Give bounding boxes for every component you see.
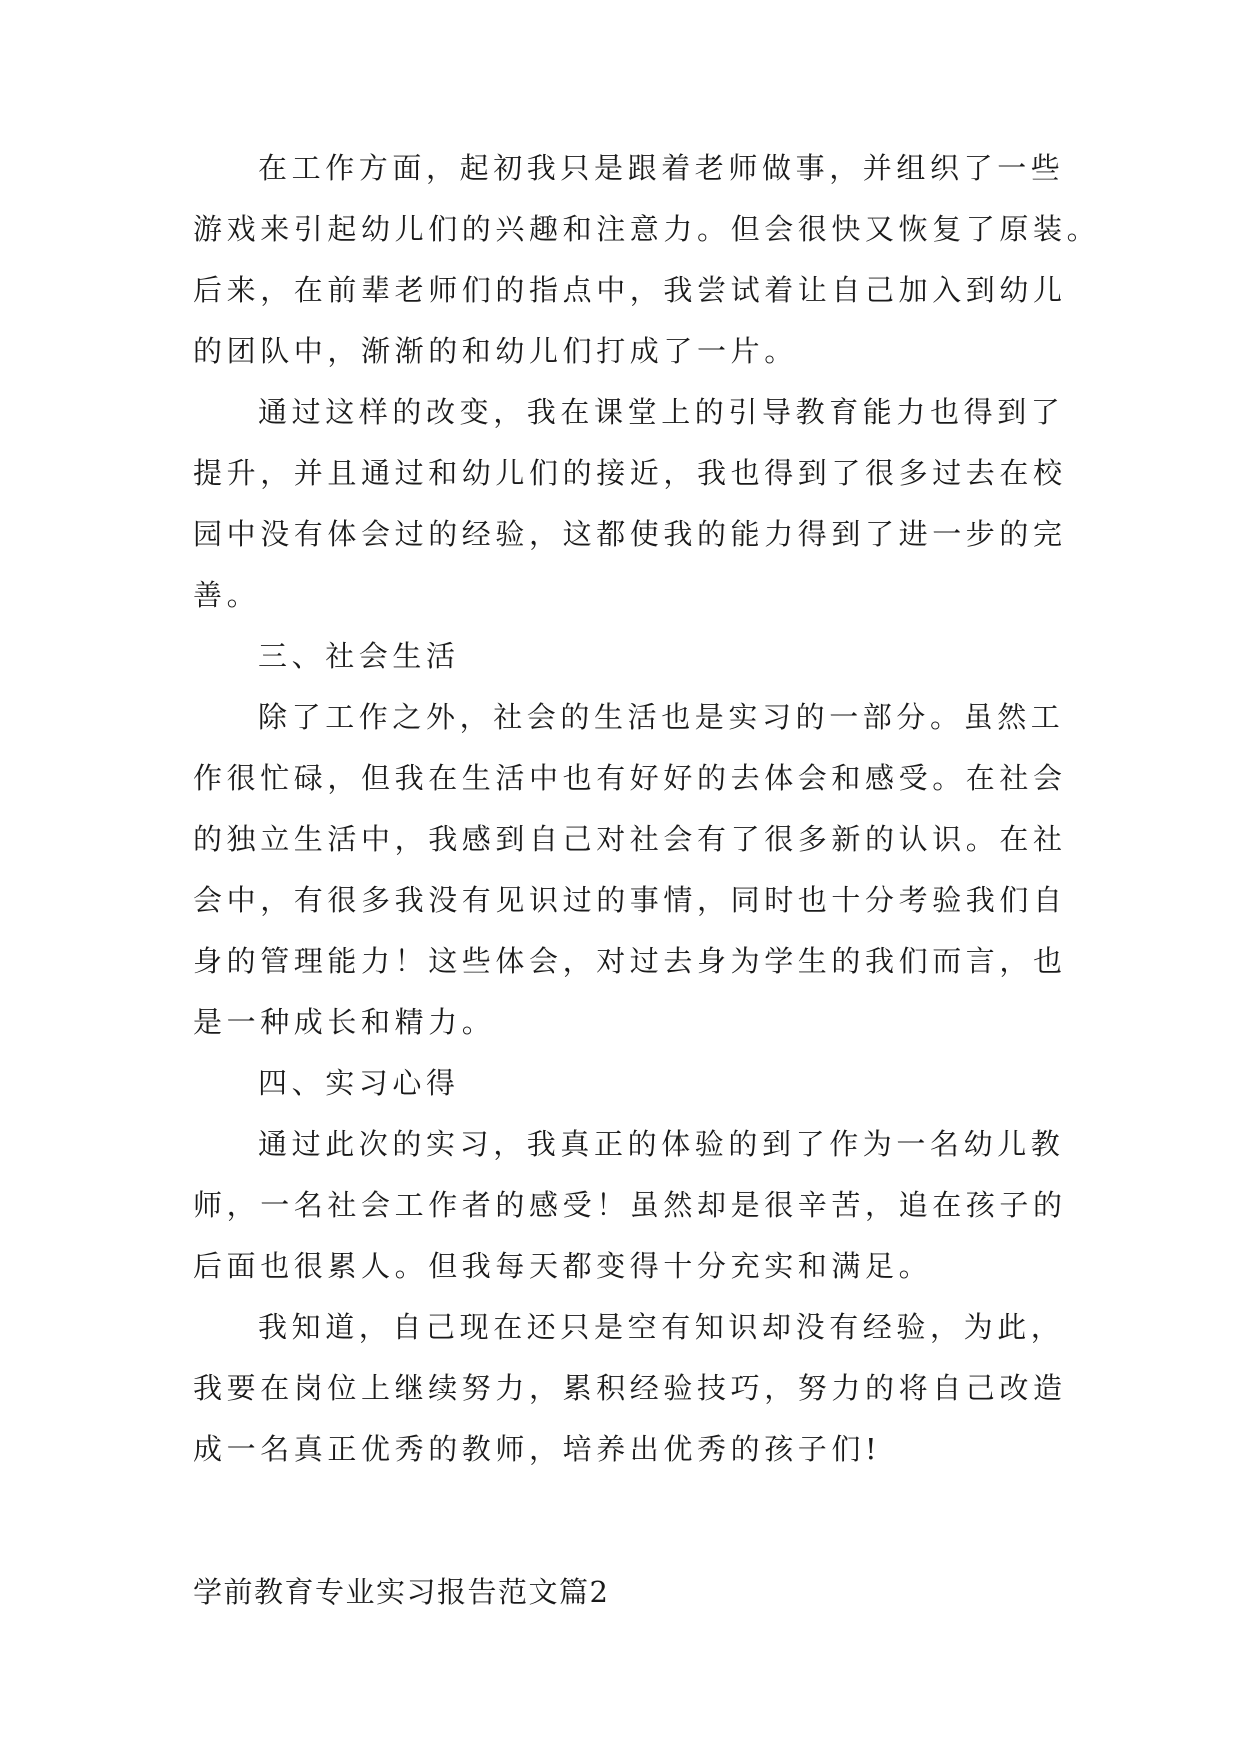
section-heading: 四、实习心得 (258, 1066, 460, 1100)
paragraph-line: 师，一名社会工作者的感受！虽然却是很辛苦，追在孩子的 (193, 1188, 1067, 1222)
paragraph-line: 后面也很累人。但我每天都变得十分充实和满足。 (193, 1249, 933, 1283)
paragraph-line: 通过此次的实习，我真正的体验的到了作为一名幼儿教 (258, 1127, 1065, 1161)
paragraph-line: 我知道，自己现在还只是空有知识却没有经验，为此， (258, 1310, 1065, 1344)
paragraph-line: 除了工作之外，社会的生活也是实习的一部分。虽然工 (258, 700, 1065, 734)
paragraph-line: 作很忙碌，但我在生活中也有好好的去体会和感受。在社会 (193, 761, 1067, 795)
paragraph-line: 后来，在前辈老师们的指点中，我尝试着让自己加入到幼儿 (193, 273, 1067, 307)
paragraph-line: 提升，并且通过和幼儿们的接近，我也得到了很多过去在校 (193, 456, 1067, 490)
section-heading: 三、社会生活 (258, 639, 460, 673)
paragraph-line: 的独立生活中，我感到自己对社会有了很多新的认识。在社 (193, 822, 1067, 856)
paragraph-line: 会中，有很多我没有见识过的事情，同时也十分考验我们自 (193, 883, 1067, 917)
paragraph-line: 成一名真正优秀的教师，培养出优秀的孩子们! (193, 1432, 882, 1466)
paragraph-line: 园中没有体会过的经验，这都使我的能力得到了进一步的完 (193, 517, 1067, 551)
section-title: 学前教育专业实习报告范文篇2 (193, 1575, 610, 1609)
paragraph-line: 是一种成长和精力。 (193, 1005, 496, 1039)
paragraph-line: 的团队中，渐渐的和幼儿们打成了一片。 (193, 334, 798, 368)
paragraph-line: 身的管理能力！这些体会，对过去身为学生的我们而言，也 (193, 944, 1067, 978)
paragraph-line: 我要在岗位上继续努力，累积经验技巧，努力的将自己改造 (193, 1371, 1067, 1405)
paragraph-line: 通过这样的改变，我在课堂上的引导教育能力也得到了 (258, 395, 1065, 429)
paragraph-line: 善。 (193, 578, 261, 612)
paragraph-line: 在工作方面，起初我只是跟着老师做事，并组织了一些 (258, 151, 1065, 185)
paragraph-line: 游戏来引起幼儿们的兴趣和注意力。但会很快又恢复了原装。 (193, 212, 1101, 246)
